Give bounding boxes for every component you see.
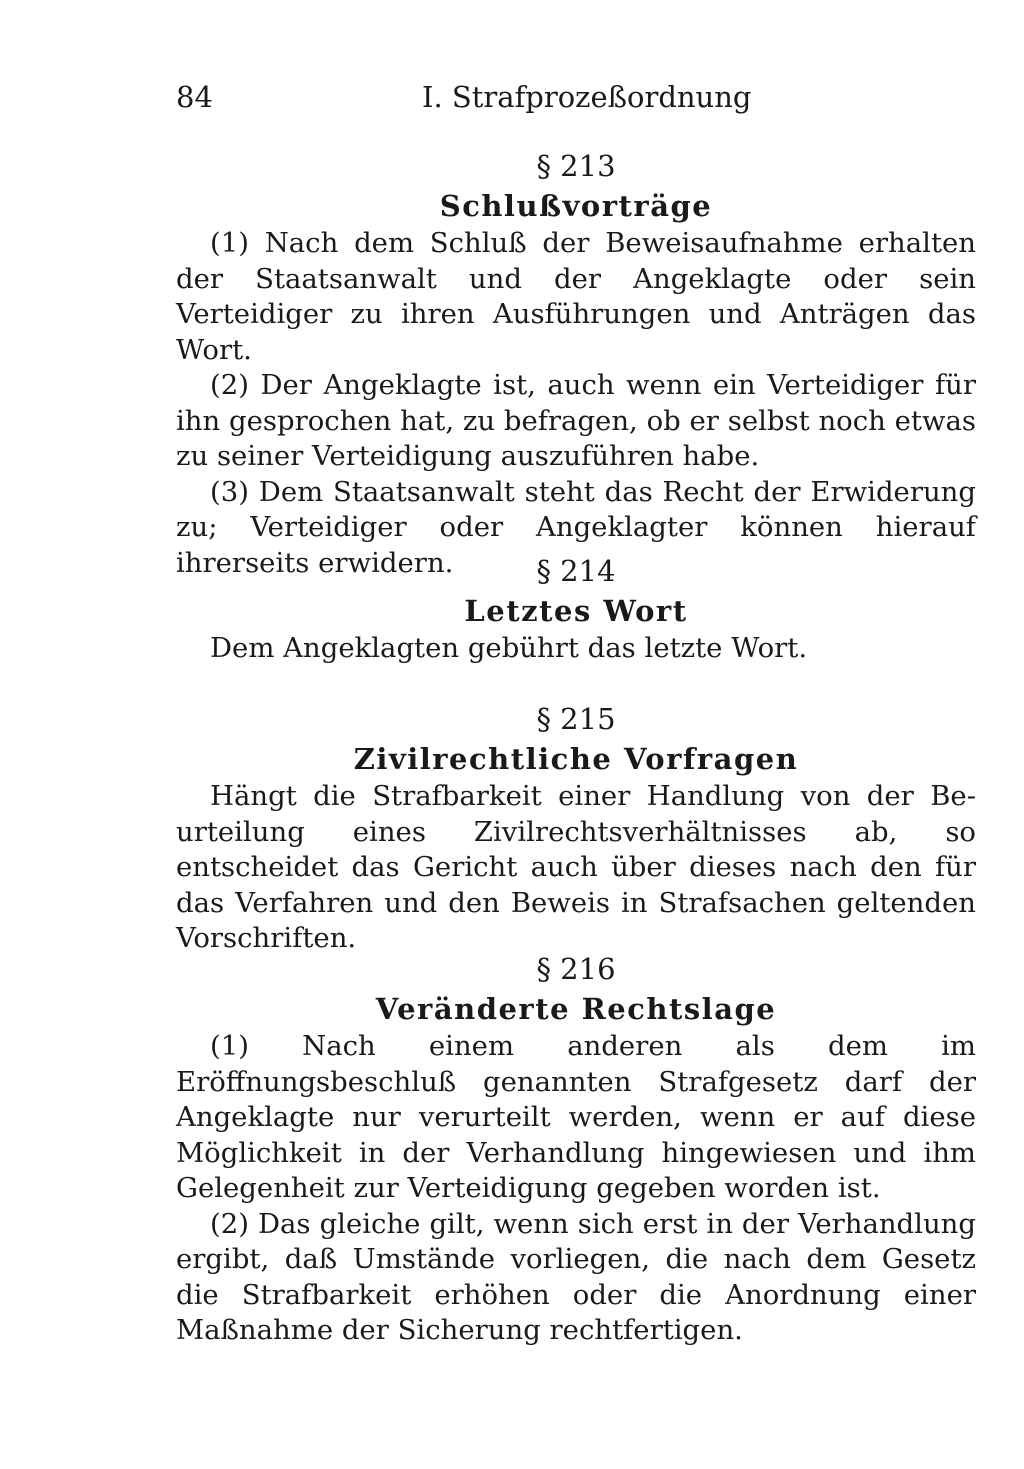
paragraph: (3) Dem Staatsanwalt steht das Recht der Erwiderung zu; Verteidiger oder Angeklagter können hierauf ihrerseits erwidern. (176, 475, 976, 579)
paragraph: Hängt die Strafbarkeit einer Handlung von der Beurteilung eines Zivilrechtsverhältnisses ab, so entscheidet das Gericht auch über dieses nach den für das Verfahren und den Beweis in Strafsachen geltenden Vorschriften. (176, 780, 976, 954)
section-216 (176, 949, 976, 1349)
paragraph: (2) Der Angeklagte ist, auch wenn ein Verteidiger für ihn gesprochen hat, zu befragen, ob er selbst noch etwas zu seiner Verteidigung auszuführen habe. (176, 369, 976, 472)
section-title: Zivilrechtliche Vorfragen (353, 742, 799, 776)
section-number: § 216 (536, 952, 616, 986)
section-title: Letztes Wort (464, 594, 688, 628)
page-number: 84 (176, 80, 213, 114)
section-number: § 213 (536, 149, 616, 183)
section-title: Veränderte Rechtslage (375, 992, 777, 1026)
section-number: § 215 (536, 702, 616, 736)
section-215 (176, 699, 976, 957)
paragraph: (1) Nach dem Schluß der Beweisaufnahme erhalten der Staatsanwalt und der Angeklagte oder sein Verteidiger zu ihren Ausführungen und Anträgen das Wort. (176, 227, 976, 366)
section-title: Schlußvorträge (439, 189, 713, 223)
running-title: I. Strafprozeßordnung (422, 80, 752, 114)
section-213 (176, 146, 976, 581)
page-header (176, 80, 976, 120)
paragraph: (2) Das gleiche gilt, wenn sich erst in der Verhandlung ergibt, daß Umstände vorliegen, die nach dem Gesetz die Strafbarkeit erhöhen oder die Anordnung einer Maßnahme der Sicherung rechtfertigen. (176, 1207, 976, 1346)
section-number: § 214 (536, 554, 616, 588)
section-214 (176, 551, 976, 667)
paragraph: (1) Nach einem anderen als dem im Eröffnungsbeschluß genannten Strafgesetz darf der Angeklagte nur verurteilt werden, wenn er auf diese Möglichkeit in der Verhandlung hingewiesen und ihm Gelegenheit zur Verteidigung gegeben worden ist. (176, 1030, 976, 1204)
paragraph: Dem Angeklagten gebührt das letzte Wort. (210, 632, 808, 664)
